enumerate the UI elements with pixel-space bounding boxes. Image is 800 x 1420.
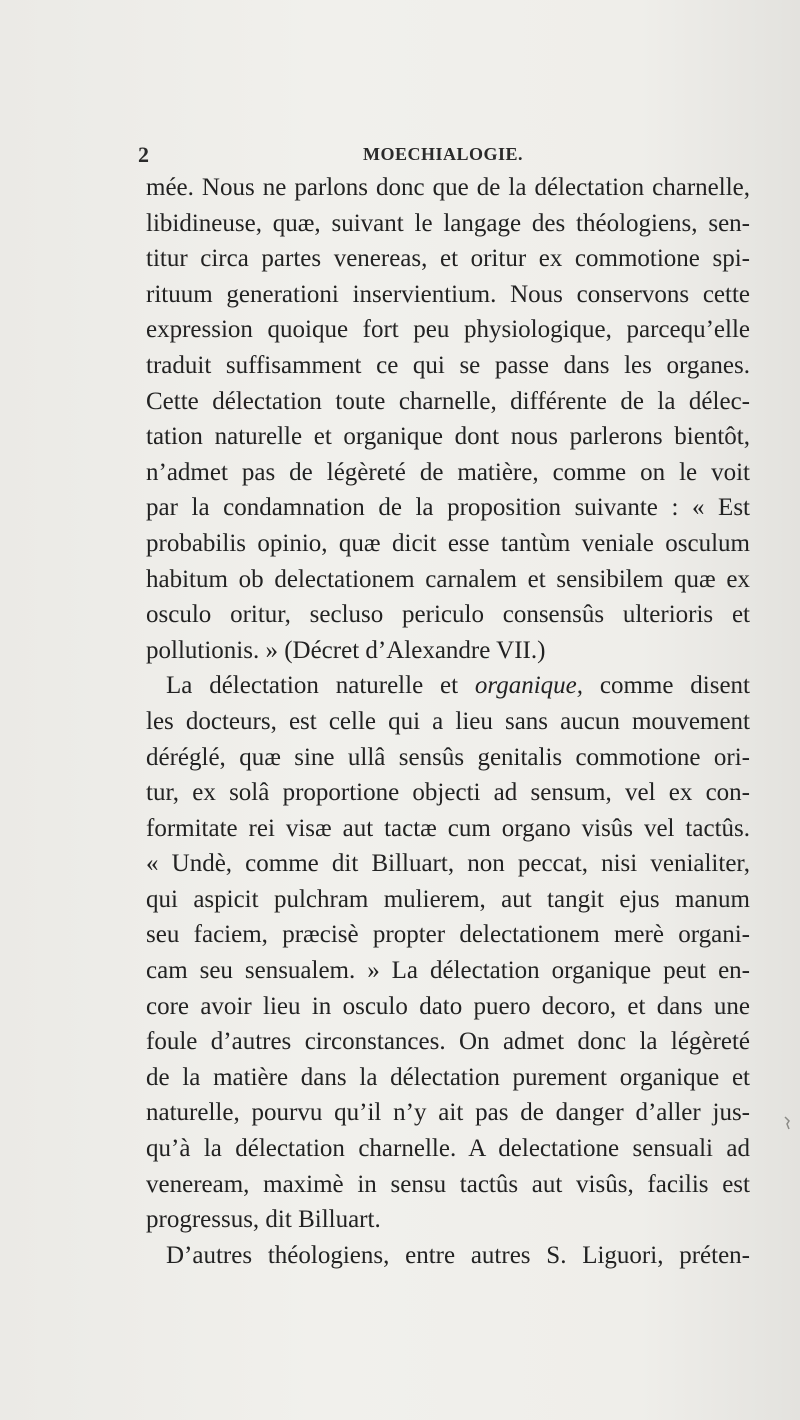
- text-line: libidineuse, quæ, suivant le langage des théologiens, sen-: [146, 209, 750, 237]
- text-line: formitate rei visæ aut tactæ cum organo visûs vel tactûs.: [146, 814, 750, 842]
- text-fragment: La délectation naturelle et: [166, 672, 475, 700]
- text-line: rituum generationi inservientium. Nous conservons cette: [146, 280, 750, 308]
- text-line: cam seu sensualem. » La délectation organique peut en-: [146, 957, 750, 985]
- text-line: titur circa partes venereas, et oritur ex commotione spi-: [146, 245, 750, 273]
- text-line: progressus, dit Billuart.: [146, 1206, 381, 1234]
- text-line: traduit suffisamment ce qui se passe dans les organes.: [146, 351, 750, 379]
- ink-mark-icon: [782, 1115, 792, 1131]
- text-line: foule d’autres circonstances. On admet donc la légèreté: [146, 1028, 750, 1056]
- text-line: pollutionis. » (Décret d’Alexandre VII.): [146, 636, 546, 664]
- running-title: MOECHIALOGIE.: [362, 144, 524, 164]
- italic-term: organique,: [474, 672, 583, 700]
- text-line: expression quoique fort peu physiologique, parcequ’elle: [146, 316, 750, 344]
- text-line: de la matière dans la délectation purement organique et: [146, 1063, 750, 1091]
- text-line: qu’à la délectation charnelle. A delectatione sensuali ad: [146, 1135, 750, 1163]
- text-line: qui aspicit pulchram mulierem, aut tangit ejus manum: [146, 885, 750, 913]
- text-line: naturelle, pourvu qu’il n’y ait pas de danger d’aller jus-: [146, 1099, 750, 1127]
- text-fragment: comme disent: [583, 672, 750, 700]
- text-line: D’autres théologiens, entre autres S. Liguori, préten-: [166, 1241, 750, 1269]
- text-line: déréglé, quæ sine ullâ sensûs genitalis commotione ori-: [146, 743, 750, 771]
- text-line: osculo oritur, secluso periculo consensûs ulterioris et: [146, 601, 750, 629]
- text-line: par la condamnation de la proposition suivante : « Est: [146, 494, 750, 522]
- page-header: [138, 142, 748, 172]
- text-line: seu faciem, præcisè propter delectationem merè organi-: [146, 921, 750, 949]
- text-line: les docteurs, est celle qui a lieu sans aucun mouvement: [146, 707, 750, 735]
- page-number: 2: [138, 142, 149, 167]
- text-line: mée. Nous ne parlons donc que de la délectation charnelle,: [146, 174, 750, 201]
- text-line: tur, ex solâ proportione objecti ad sensum, vel ex con-: [146, 779, 750, 807]
- text-line: habitum ob delectationem carnalem et sensibilem quæ ex: [146, 565, 750, 593]
- text-line: probabilis opinio, quæ dicit esse tantùm veniale osculum: [146, 529, 750, 557]
- body-text: [146, 170, 750, 1273]
- text-line: tation naturelle et organique dont nous parlerons bientôt,: [146, 423, 750, 451]
- text-line: core avoir lieu in osculo dato puero decoro, et dans une: [146, 992, 750, 1020]
- text-line: veneream, maximè in sensu tactûs aut visûs, facilis est: [146, 1170, 750, 1198]
- text-line: Cette délectation toute charnelle, différente de la délec-: [146, 387, 750, 415]
- text-line-mixed: [146, 668, 750, 704]
- text-line: « Undè, comme dit Billuart, non peccat, nisi venialiter,: [146, 850, 750, 878]
- text-line: n’admet pas de légèreté de matière, comme on le voit: [146, 458, 750, 486]
